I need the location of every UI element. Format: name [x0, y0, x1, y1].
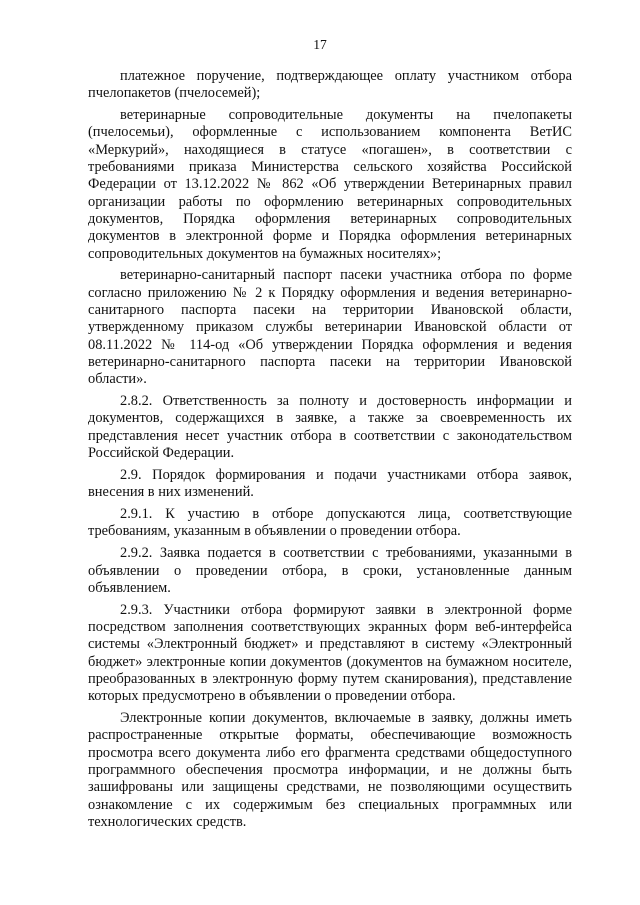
paragraph-electronic-copies: Электронные копии документов, включаемые в заявку, должны иметь распространенные открытые форматы, обеспечивающие возможность просмотра всего документа либо его фрагмента средствами общедоступного программного обеспечения просмотра информации, и не должны быть зашифрованы или защищены средствами, не позволяющими осуществить ознакомление с их содержимым без специальных программных или технологических средств.	[88, 710, 572, 830]
paragraph-2-9-1: 2.9.1. К участию в отборе допускаются лица, соответствующие требованиям, указанным в объявлении о проведении отбора.	[88, 506, 572, 540]
paragraph-2-9-3: 2.9.3. Участники отбора формируют заявки в электронной форме посредством заполнения соответствующих экранных форм веб-интерфейса системы «Электронный бюджет» и представляют в систему «Электронный бюджет» электронные копии документов (документов на бумажном носителе, преобразованных в электронную форму путем сканирования), представление которых предусмотрено в объявлении о проведении отбора.	[88, 601, 572, 705]
paragraph-2-8-2: 2.8.2. Ответственность за полноту и достоверность информации и документов, содержащихся в заявке, а также за своевременность их представления несет участник отбора в соответствии с законодательством Российской Федерации.	[88, 393, 572, 462]
paragraph-2-9: 2.9. Порядок формирования и подачи участниками отбора заявок, внесения в них изменений.	[88, 466, 572, 501]
page-number: 17	[313, 37, 327, 52]
document-body	[88, 68, 572, 836]
paragraph-vet-documents: ветеринарные сопроводительные документы на пчелопакеты (пчелосемьи), оформленные с использованием компонента ВетИС «Меркурий», находящиеся в статусе «погашен», в соответствии с требованиями приказа Министерства сельского хозяйства Российской Федерации от 13.12.2022 № 862 «Об утверждении Ветеринарных правил организации работы по оформлению ветеринарных сопроводительных документов, Порядка оформления ветеринарных сопроводительных документов в электронной форме и Порядка оформления ветеринарных сопроводительных документов на бумажных носителях»;	[88, 107, 572, 262]
paragraph-2-9-2: 2.9.2. Заявка подается в соответствии с требованиями, указанными в объявлении о проведении отбора, в сроки, установленные данным объявлением.	[88, 545, 572, 596]
paragraph-payment-order: платежное поручение, подтверждающее оплату участником отбора пчелопакетов (пчелосемей);	[88, 68, 572, 102]
paragraph-apiary-passport: ветеринарно-санитарный паспорт пасеки участника отбора по форме согласно приложению № 2 к Порядку оформления и ведения ветеринарно-санитарного паспорта пасеки на территории Ивановской области, утвержденному приказом службы ветеринарии Ивановской области от 08.11.2022 № 114-од «Об утверждении Порядка оформления и ведения ветеринарно-санитарного паспорта пасеки на территории Ивановской области».	[88, 267, 572, 388]
